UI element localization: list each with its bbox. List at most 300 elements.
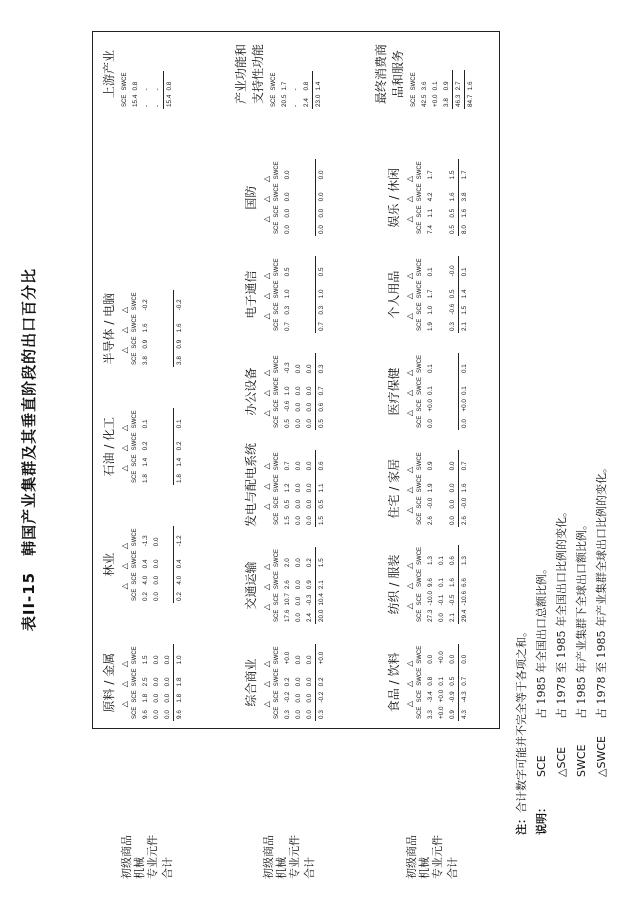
cell-value: -: [143, 88, 150, 91]
cluster-name: 林业: [102, 552, 116, 577]
cell-value: 3.8: [142, 356, 149, 365]
col-header: SWCE: [273, 549, 280, 568]
cluster-table: [129, 408, 185, 485]
row-labels-band-2: [262, 729, 316, 879]
cell-value: [293, 317, 304, 333]
cell-value: 1.3: [427, 556, 434, 565]
cell-value: -0.2: [142, 299, 149, 311]
table-row: [436, 159, 447, 236]
col-header: SWCE: [410, 72, 417, 91]
cell-value: 0.5: [449, 225, 456, 234]
col-header: SWCE: [416, 568, 423, 587]
table-row: [425, 545, 436, 624]
total-row: [459, 159, 471, 236]
cell-value: 0.7: [284, 461, 291, 471]
cell-value: 42.5: [421, 94, 428, 107]
col-header: SWCE: [131, 410, 138, 429]
cluster-block: [100, 408, 185, 485]
cell-value: [304, 159, 316, 181]
total-value: 1.6: [174, 312, 186, 334]
col-header: SWCE: [273, 668, 280, 687]
cell-value: 0.0: [164, 677, 171, 687]
total-value: 0.7: [316, 375, 328, 397]
col-header: SCE: [273, 496, 280, 509]
total-value: +0.0: [316, 644, 328, 666]
cluster-block: [242, 256, 327, 333]
cell-value: 0.5: [449, 289, 456, 299]
cell-value: 20.5: [281, 94, 288, 107]
cluster-table: [129, 644, 185, 721]
col-header: SCE: [416, 302, 423, 315]
cluster-header-row: [129, 408, 140, 485]
cell-value: 0.0: [295, 613, 302, 622]
cluster-block: [100, 644, 185, 721]
total-value: 0.2: [316, 666, 328, 688]
table-row: [436, 256, 447, 333]
cluster-table: [129, 526, 185, 603]
cell-value: 0.0: [306, 710, 313, 719]
col-header: SWCE: [273, 646, 280, 665]
table-row: [304, 450, 316, 527]
delta-marks: △ △ △: [262, 560, 271, 611]
col-header: SCE: [416, 496, 423, 509]
col-header: SWCE: [416, 258, 423, 277]
total-value: 1.5: [316, 547, 328, 569]
cluster-name: 医疗保健: [387, 367, 401, 416]
col-header: SWCE: [131, 314, 138, 333]
col-header: SCE: [273, 205, 280, 218]
total-row: [459, 644, 471, 721]
cell-value: 0.1: [438, 578, 445, 587]
table-row: [447, 450, 459, 527]
total-value: 0.1: [459, 375, 471, 397]
cell-value: 1.7: [427, 289, 434, 299]
col-header: SCE: [131, 706, 138, 719]
cell-value: [293, 256, 304, 278]
total-value: 1.0: [174, 644, 186, 666]
cluster-name: 半导体 / 电脑: [102, 292, 116, 365]
cluster-table: [271, 256, 327, 333]
cell-value: -: [154, 88, 161, 91]
total-row: [174, 526, 186, 603]
cluster-block: [242, 443, 327, 527]
cell-value: 3.8: [443, 98, 450, 107]
cell-value: 0.0: [295, 499, 302, 509]
total-value: 0.7: [459, 450, 471, 472]
cell-value: 0.0: [295, 516, 302, 525]
legend-text: 占 1978 至 1985 年产业集群全球出口比例的变化。: [595, 462, 608, 719]
cell-value: -: [292, 88, 299, 91]
cell-value: 0.0: [295, 386, 302, 396]
table-row: [304, 159, 316, 236]
cell-value: 27.3: [427, 609, 434, 622]
cell-value: 1.9: [427, 322, 434, 331]
cell-value: 4.2: [427, 192, 434, 202]
cell-value: 1.8: [142, 693, 149, 703]
delta-marks: △ △ △: [262, 657, 271, 708]
cell-value: 1.7: [427, 170, 434, 180]
col-header: SCE: [131, 470, 138, 483]
legend-key: SWCE: [575, 744, 588, 777]
row-label: 初级商品: [405, 835, 418, 879]
col-header: SCE: [273, 593, 280, 606]
cell-value: 0.5: [284, 499, 291, 509]
cluster-block: [232, 39, 324, 109]
table-row: [447, 545, 459, 624]
cell-value: 9.6: [142, 710, 149, 719]
cell-value: -1.3: [142, 535, 149, 547]
cell-value: 0.2: [142, 592, 149, 601]
total-row: [453, 70, 465, 109]
cell-value: 0.0: [153, 693, 160, 703]
total-value: 0.6: [316, 450, 328, 472]
legend-text: 占 1978 至 1985 年全国出口比例的变化。: [555, 506, 568, 719]
cell-value: 0.9: [449, 710, 456, 719]
cluster-block: [100, 39, 175, 109]
cell-value: 0.3: [284, 305, 291, 315]
cell-value: 0.0: [306, 499, 313, 509]
cluster-table: [408, 70, 476, 109]
col-header: SWCE: [416, 474, 423, 493]
cell-value: +0.0: [284, 651, 291, 665]
cell-value: 1.0: [284, 289, 291, 299]
cell-value: 0.0: [427, 654, 434, 664]
cell-value: -0.0: [449, 265, 456, 277]
cell-value: [447, 375, 459, 397]
cell-value: 0.0: [153, 559, 160, 569]
cell-value: 0.7: [284, 322, 291, 331]
cell-value: [151, 408, 162, 430]
total-value: 0.4: [174, 548, 186, 570]
total-value: 46.3: [453, 92, 465, 109]
total-row: [316, 353, 328, 430]
cell-value: [151, 430, 162, 452]
cluster-table: [271, 547, 327, 624]
cluster-block: [385, 450, 470, 527]
col-header: SWCE: [131, 550, 138, 569]
cluster-table: [119, 71, 175, 109]
total-row: [316, 256, 328, 333]
cell-value: 0.0: [306, 386, 313, 396]
col-header: SCE: [131, 336, 138, 349]
total-value: 20.0: [316, 608, 328, 624]
cell-value: 2.6: [427, 516, 434, 525]
cluster-name: 办公设备: [244, 367, 258, 416]
total-row: [316, 644, 328, 721]
cell-value: [436, 353, 447, 375]
cell-value: -0.3: [306, 594, 313, 606]
col-header: SWCE: [273, 161, 280, 180]
cell-value: 2.5: [142, 677, 149, 687]
cell-value: 0.0: [295, 655, 302, 665]
cell-value: 0.9: [142, 339, 149, 349]
total-value: 1.8: [174, 688, 186, 704]
cell-value: 0.0: [153, 655, 160, 665]
cell-value: 0.9: [443, 81, 450, 91]
total-value: 0.1: [459, 256, 471, 278]
total-row: [174, 644, 186, 721]
col-header: SWCE: [131, 292, 138, 311]
cell-value: [162, 548, 174, 570]
total-row: [459, 353, 471, 430]
cell-value: 0.0: [295, 461, 302, 471]
cell-value: 1.0: [427, 305, 434, 315]
cell-value: [436, 256, 447, 278]
total-value: 1.5: [316, 511, 328, 527]
cell-value: [436, 511, 447, 527]
total-value: 1.4: [459, 278, 471, 300]
legend-label: 说明：: [535, 802, 548, 835]
total-row: [459, 450, 471, 527]
cell-value: [304, 181, 316, 203]
cell-value: [436, 472, 447, 494]
cell-value: [151, 452, 162, 468]
total-row: [316, 450, 328, 527]
col-header: SCE: [416, 706, 423, 719]
cell-value: [436, 317, 447, 333]
total-value: 1.1: [316, 472, 328, 494]
table-row: [141, 71, 152, 109]
cell-value: 0.0: [153, 592, 160, 601]
col-header: SCE: [416, 690, 423, 703]
cell-value: 1.5: [449, 170, 456, 180]
cluster-block: [100, 526, 185, 603]
cell-value: 0.0: [427, 419, 434, 428]
cell-value: -: [292, 104, 299, 107]
total-value: 10.4: [316, 591, 328, 607]
cluster-header-row: [119, 71, 130, 109]
cell-value: 0.0: [306, 483, 313, 493]
delta-marks: △ △ △: [405, 172, 414, 223]
row-label: 机械: [275, 857, 288, 879]
cell-value: [447, 414, 459, 430]
cell-value: 0.0: [295, 558, 302, 568]
delta-marks: △ △ △: [405, 657, 414, 708]
cell-value: [304, 220, 316, 236]
col-header: SCE: [416, 399, 423, 412]
total-value: 15.4: [164, 93, 176, 109]
col-header: SWCE: [273, 474, 280, 493]
cell-value: 0.0: [295, 596, 302, 606]
cell-value: -10.0: [427, 590, 434, 606]
table-row: [151, 526, 162, 603]
total-value: -0.0: [459, 494, 471, 510]
total-value: 0.0: [316, 203, 328, 219]
col-header: SCE: [273, 221, 280, 234]
row-labels-band-1: [120, 729, 174, 879]
cell-value: 0.4: [142, 559, 149, 569]
col-header: SCE: [273, 690, 280, 703]
cluster-header-row: [271, 644, 282, 721]
table-row: [282, 644, 293, 721]
col-header: SWCE: [273, 452, 280, 471]
col-header: SWCE: [131, 668, 138, 687]
cell-value: [304, 300, 316, 316]
cell-value: 0.0: [153, 710, 160, 719]
grand-total-row: [465, 70, 477, 109]
cell-value: 15.4: [132, 94, 139, 107]
cluster-table: [268, 71, 324, 109]
table-row: [282, 256, 293, 333]
col-header: SCE: [416, 221, 423, 234]
col-header: SCE: [410, 94, 417, 107]
row-label: 机械: [418, 857, 431, 879]
total-value: 0.3: [316, 353, 328, 375]
cluster-block: [242, 547, 327, 624]
cluster-name: 食品 / 饮料: [387, 652, 401, 713]
total-value: 0.0: [316, 159, 328, 181]
cell-value: +0.0: [438, 689, 445, 703]
total-value: 0.5: [316, 256, 328, 278]
cluster-table: [414, 545, 470, 624]
col-header: SWCE: [273, 280, 280, 299]
col-header: SCE: [416, 609, 423, 622]
cluster-header-row: [414, 159, 425, 236]
table-row: [304, 547, 316, 624]
cluster-header-row: [414, 545, 425, 624]
delta-marks: △ △ △: [120, 657, 129, 708]
cell-value: [162, 452, 174, 468]
table-row: [293, 644, 304, 721]
note-label: 注：: [515, 813, 528, 835]
total-value: -4.3: [459, 688, 471, 705]
cell-value: 9.6: [427, 578, 434, 587]
cell-value: 0.1: [427, 364, 434, 374]
col-header: SWCE: [416, 667, 423, 686]
total-value: 0.3: [316, 705, 328, 721]
cell-value: 2.4: [303, 98, 310, 107]
total-value: 6.6: [459, 567, 471, 589]
cell-value: [436, 414, 447, 430]
cluster-name: 国防: [244, 185, 258, 210]
total-value: 1.8: [174, 469, 186, 485]
cell-value: -0.3: [284, 362, 291, 374]
legend-text: 占 1985 年全国出口总额比例。: [535, 563, 548, 719]
col-header: SWCE: [273, 183, 280, 202]
cell-value: 1.5: [142, 655, 149, 665]
cluster-block: [242, 353, 327, 430]
total-value: 0.0: [316, 220, 328, 236]
cell-value: 0.5: [284, 419, 291, 428]
total-row: [316, 159, 328, 236]
table-row: [162, 526, 174, 603]
col-header: SWCE: [416, 161, 423, 180]
cell-value: 1.2: [284, 483, 291, 493]
table-row: [130, 71, 141, 109]
cell-value: 2.1: [449, 613, 456, 622]
cluster-name: 娱乐 / 休闲: [387, 167, 401, 228]
legend-row-0: [532, 462, 552, 835]
table-row: [447, 256, 459, 333]
cell-value: 0.9: [306, 580, 313, 590]
total-value: 0.6: [316, 397, 328, 413]
total-value: 0.1: [174, 408, 186, 430]
total-value: 0.1: [459, 353, 471, 375]
legend-key: △SCE: [555, 746, 568, 777]
row-label: 合计: [161, 857, 174, 879]
cluster-block: [242, 159, 327, 236]
cell-value: 0.0: [449, 516, 456, 525]
cell-value: 0.0: [295, 710, 302, 719]
cell-value: 1.6: [449, 192, 456, 202]
cell-value: 0.0: [306, 419, 313, 428]
cell-value: 0.0: [449, 483, 456, 493]
cell-value: 2.6: [284, 580, 291, 590]
table-row: [152, 71, 164, 109]
table-row: [162, 644, 174, 721]
row-label: 专业元件: [431, 835, 444, 879]
col-header: SWCE: [416, 546, 423, 565]
total-row: [174, 290, 186, 367]
cell-value: 7.4: [427, 225, 434, 234]
cell-value: 0.0: [284, 225, 291, 234]
total-value: 0.5: [316, 494, 328, 510]
cell-value: 0.0: [164, 710, 171, 719]
cell-value: 0.0: [306, 364, 313, 374]
total-value: 8.0: [459, 220, 471, 236]
cell-value: [304, 278, 316, 300]
legend-key: △SWCE: [595, 736, 608, 777]
cluster-header-row: [129, 644, 140, 721]
total-value: 1.8: [174, 666, 186, 688]
legend-row-1: [552, 462, 572, 835]
cluster-table: [271, 159, 327, 236]
cluster-name: 最终消费商品和服务: [374, 44, 405, 105]
legend-key: SCE: [535, 755, 548, 777]
total-value: 4.0: [174, 570, 186, 586]
col-header: SCE: [131, 454, 138, 467]
cell-value: [162, 408, 174, 430]
cell-value: [162, 312, 174, 334]
table-row: [140, 290, 151, 367]
cell-value: [162, 587, 174, 603]
table-row: [293, 353, 304, 430]
cluster-header-row: [271, 159, 282, 236]
cluster-name: 原料 / 金属: [102, 652, 116, 713]
cell-value: 0.1: [432, 81, 439, 91]
cell-value: [151, 469, 162, 485]
col-header: SCE: [416, 318, 423, 331]
table-title: 表II-15 韩国产业集群及其垂直阶段的出口百分比: [20, 267, 38, 632]
cell-value: [162, 334, 174, 350]
cell-value: 0.0: [295, 693, 302, 703]
cluster-header-row: [268, 71, 279, 109]
cell-value: [151, 351, 162, 367]
cluster-table: [271, 353, 327, 430]
total-value: 2.7: [453, 70, 465, 92]
cell-value: 2.0: [284, 558, 291, 568]
cell-value: 0.0: [153, 537, 160, 547]
cell-value: [162, 430, 174, 452]
cell-value: 0.0: [295, 419, 302, 428]
total-value: 2.6: [459, 511, 471, 527]
table-row: [140, 644, 151, 721]
cell-value: -0.0: [427, 497, 434, 509]
cell-value: 0.2: [142, 441, 149, 451]
cell-value: 0.0: [449, 499, 456, 509]
col-header: SWCE: [416, 183, 423, 202]
cluster-header-row: [414, 256, 425, 333]
cell-value: 0.0: [284, 170, 291, 180]
cell-value: 1.0: [284, 386, 291, 396]
cell-value: [436, 450, 447, 472]
col-header: SWCE: [416, 355, 423, 374]
col-header: SCE: [273, 609, 280, 622]
cell-value: +0.0: [432, 94, 439, 107]
col-header: SCE: [273, 399, 280, 412]
cluster-header-row: [129, 290, 140, 367]
col-header: SCE: [273, 415, 280, 428]
